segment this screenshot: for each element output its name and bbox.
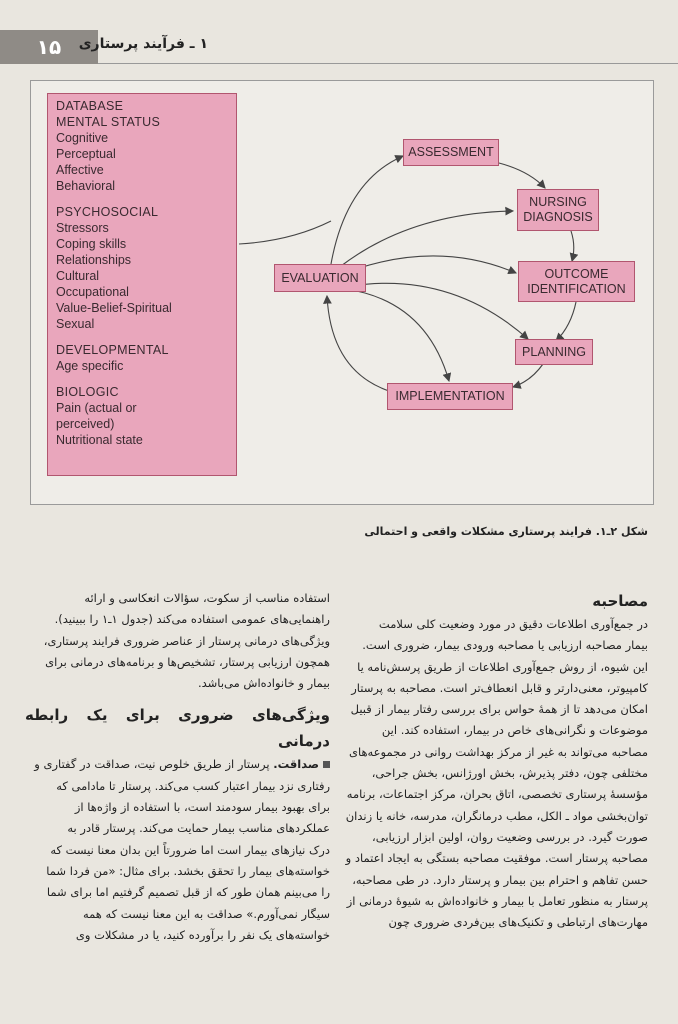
arrow-evaluation-assessment bbox=[331, 156, 403, 264]
database-item: Cultural bbox=[56, 269, 100, 283]
arrow-outcome-planning bbox=[556, 302, 576, 341]
arrow-database-evaluation bbox=[239, 221, 331, 244]
text-line: رفتاری نزد بیمار اعتبار کسب می‌کند. پرستار تا مادامی که bbox=[56, 778, 330, 793]
database-item: Occupational bbox=[56, 285, 129, 299]
text-line: مهارت‌های ارتباطی و تکنیک‌های بین‌فردی ضروری چون bbox=[388, 915, 648, 930]
square-bullet-icon bbox=[323, 761, 330, 768]
node-evaluation bbox=[274, 264, 366, 292]
node-implementation-label: IMPLEMENTATION bbox=[395, 389, 505, 403]
nursing-process-figure bbox=[30, 80, 654, 505]
right-column bbox=[338, 588, 648, 933]
database-item: Behavioral bbox=[56, 179, 116, 193]
arrow-evaluation-diagnosis bbox=[341, 211, 513, 266]
node-outcome-label: OUTCOME bbox=[544, 266, 609, 281]
database-item: Stressors bbox=[56, 221, 109, 235]
text-line: ویژگی‌های درمانی پرستار از عناصر ضروری فرایند پرستاری، bbox=[43, 633, 330, 648]
node-evaluation-label: EVALUATION bbox=[281, 270, 359, 285]
arrow-implementation-evaluation bbox=[327, 296, 389, 391]
database-item: perceived) bbox=[56, 417, 115, 431]
node-diagnosis-label: DIAGNOSIS bbox=[523, 210, 593, 224]
text-line: بیمار و خانواده‌اش می‌باشد. bbox=[197, 676, 330, 691]
database-group-title: MENTAL STATUS bbox=[56, 115, 161, 129]
text-line: خواسته‌های بیمار را تحقق بخشد. برای مثال: «من فردا شما bbox=[46, 863, 330, 878]
database-item: Sexual bbox=[56, 317, 95, 331]
database-item: Nutritional state bbox=[56, 433, 143, 447]
text-line: پرستار به منظور تعامل با بیمار و خانواده‌اش به شیوهٔ درمانی از bbox=[346, 893, 648, 908]
left-column-text-bottom bbox=[25, 776, 330, 946]
text-line: راهنمایی‌های عمومی استفاده می‌کند (جدول ۱ـ۱ را ببینید). bbox=[54, 612, 330, 627]
left-column bbox=[25, 588, 330, 946]
text-line: مصاحبه می‌تواند به غیر از مرکز بهداشت روانی در مجموعه‌های bbox=[348, 744, 648, 759]
text-line: را می‌بینم همان طور که از قبل تصمیم گرفتیم اما برای شما bbox=[46, 885, 330, 900]
bullet-first-line: پرستار از طریق خلوص نیت، صداقت در گفتاری و bbox=[34, 757, 274, 772]
database-group-title: DATABASE bbox=[56, 99, 124, 113]
text-line: همچون ارزیابی پرستار، تشخیص‌ها و برنامه‌های درمانی برای bbox=[45, 654, 330, 669]
text-line: استفاده مناسب از سکوت، سؤالات انعکاسی و ارائه bbox=[84, 591, 330, 605]
text-line: صورت گیرد. در بررسی وضعیت روان، اولین ابزار ارزیابی، bbox=[372, 829, 648, 844]
arrow-evaluation-implementation bbox=[346, 289, 449, 381]
database-item: Value-Belief-Spiritual bbox=[56, 301, 172, 315]
right-column-text bbox=[338, 614, 648, 933]
text-line: حسن تفاهم و احترام بین بیمار و پرستار دارد. در طی مصاحبه، bbox=[352, 872, 648, 887]
text-line: مصاحبه پرستار است. موفقیت مصاحبه بستگی به ایجاد اعتماد و bbox=[345, 851, 648, 866]
left-column-text-top bbox=[25, 588, 330, 694]
arrow-diagnosis-outcome bbox=[571, 231, 574, 261]
node-nursing-diagnosis bbox=[517, 189, 599, 231]
figure-caption: شکل ۲ـ۱. فرایند پرستاری مشکلات واقعی و احتمالی bbox=[364, 525, 648, 538]
database-group-title: PSYCHOSOCIAL bbox=[56, 205, 159, 219]
text-line: توان‌بخشی مواد ـ الکل، مطب درمانگران، مدرسه، خانه یا زندان bbox=[345, 808, 648, 823]
text-line: در جمع‌آوری اطلاعات دقیق در مورد وضعیت کلی سلامت bbox=[378, 617, 648, 631]
node-assessment bbox=[403, 139, 499, 166]
text-line: امکان می‌دهد تا از همهٔ حواس برای بررسی رفتار بیمار از قبیل bbox=[350, 702, 648, 717]
database-item: Perceptual bbox=[56, 147, 116, 161]
node-nursing-label: NURSING bbox=[529, 195, 587, 209]
database-item: Age specific bbox=[56, 359, 124, 373]
database-item: Affective bbox=[56, 163, 104, 177]
page-number: ۱۵ bbox=[0, 30, 98, 64]
arrow-assessment-diagnosis bbox=[499, 163, 545, 188]
text-line: این شیوه، از روش جمع‌آوری اطلاعات از طریق پرسش‌نامه یا bbox=[357, 659, 648, 674]
bullet-paragraph bbox=[25, 754, 330, 775]
arrow-evaluation-outcome bbox=[356, 256, 516, 273]
database-group-title: BIOLOGIC bbox=[56, 385, 119, 399]
database-item: Pain (actual or bbox=[56, 401, 137, 415]
database-item: Cognitive bbox=[56, 131, 109, 145]
database-box bbox=[47, 93, 237, 476]
database-groups bbox=[56, 98, 228, 448]
node-outcome-identification bbox=[518, 261, 635, 302]
database-item: Relationships bbox=[56, 253, 132, 267]
text-line: مؤسسهٔ پرستاری تخصصی، اتاق بحران، مرکز اجتماعات، برنامه bbox=[346, 787, 648, 802]
text-line: کامپیوتر، معنی‌دارتر و قابل انعطاف‌تر است. مصاحبه به پرستار bbox=[351, 680, 648, 695]
arrow-planning-implementation bbox=[513, 364, 543, 387]
node-identification-label: IDENTIFICATION bbox=[527, 281, 626, 296]
chapter-title: ۱ ـ فرآیند پرستاری bbox=[78, 36, 208, 52]
arrow-evaluation-planning bbox=[351, 283, 528, 339]
text-line: درک نیازهای بیمار است اما ضرورتاً این بدان معنا نیست که bbox=[50, 842, 330, 857]
text-line: خواسته‌های یک نفر را برآورده کنید، یا در مشکلات وی bbox=[75, 927, 330, 942]
database-item: Coping skills bbox=[56, 237, 127, 251]
section-heading-interview: مصاحبه bbox=[592, 592, 648, 610]
text-line: موضوعات و نگرانی‌های خاص در بیمار، استفاده کند. این bbox=[381, 723, 648, 738]
text-line: بیمار مصاحبه ارزیابی یا مصاحبه ورودی بیمار، ضروری است. bbox=[362, 638, 648, 653]
text-line: مختلفی چون، دفتر پذیرش، بخش اورژانس، بخش جراحی، bbox=[371, 766, 648, 781]
text-line: برای بهبود بیمار سودمند است، با استفاده از واژه‌ها از bbox=[74, 800, 330, 815]
node-planning-label: PLANNING bbox=[522, 344, 586, 359]
section-heading-therapeutic: ویژگی‌های ضروری برای یک رابطه درمانی bbox=[25, 706, 330, 751]
running-header bbox=[0, 30, 678, 64]
header-rule bbox=[98, 63, 678, 64]
node-implementation bbox=[387, 383, 513, 410]
text-line: سیگار نمی‌آورم.» صداقت به این معنا نیست که همه bbox=[82, 906, 330, 921]
database-group-title: DEVELOPMENTAL bbox=[56, 343, 169, 357]
node-assessment-label: ASSESSMENT bbox=[408, 145, 494, 159]
bullet-lead: صداقت. bbox=[273, 757, 319, 772]
node-planning bbox=[515, 339, 593, 365]
text-line: عملکردهای مناسب بیمار حمایت می‌کند. پرستار قادر به bbox=[67, 821, 330, 836]
